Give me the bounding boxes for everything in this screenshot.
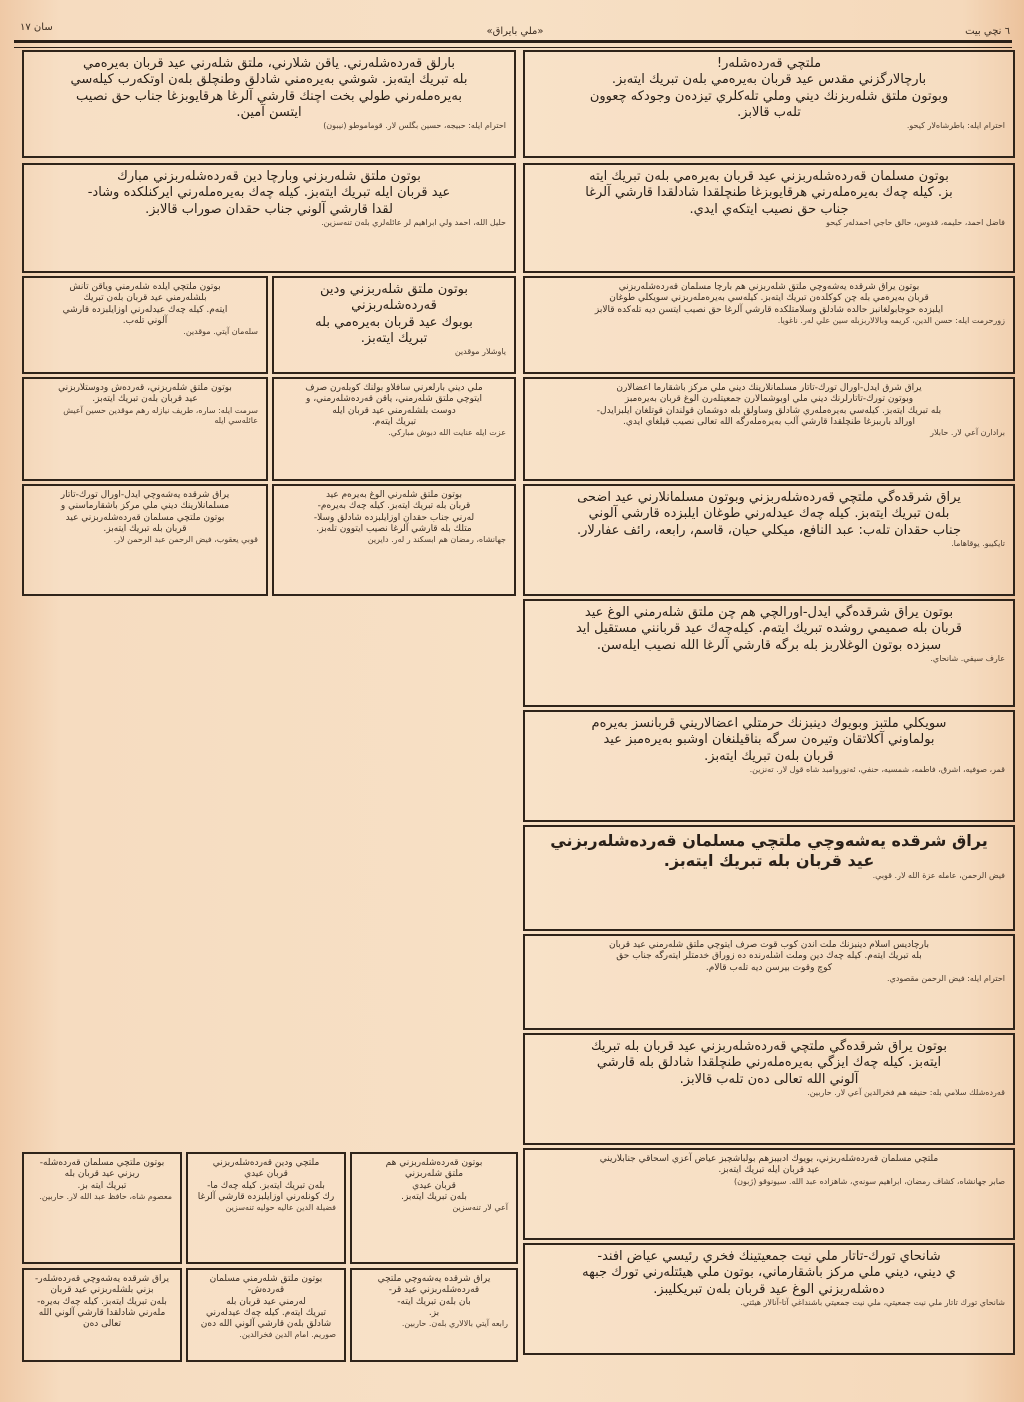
header-rule	[14, 40, 1012, 48]
page-number: سان ١٧	[20, 22, 53, 33]
advert-line: تبريك ايته‌م.	[371, 416, 417, 427]
advert-box	[22, 1268, 182, 1362]
advert-box	[22, 276, 268, 374]
advert-signature: عزت ايله عنايت الله دبوش مباركي.	[388, 428, 506, 437]
advert-signature: قه‌رده‌شلك سلامي بله: حنيفه هم فخرالدين آعي لار. حاربين.	[807, 1087, 1005, 1097]
advert-signature: ياوشلار موقدين	[454, 347, 506, 356]
advert-line: بز. كيله چه‌ك به‌يره‌مله‌رني هرقايوبزغا طنچلقدا شادلقدا قارشي آلرغا	[585, 185, 953, 201]
advert-line: اورالد بارببزغا طنچلقدا قارشي آلب به‌يره‌مله‌رگه الله تعالى نصيب قيلغاي ايدي.	[622, 416, 916, 427]
advert-line: بوتون يراق شرقده‌گي ملتچي قه‌رده‌شله‌ربزني عيد قربان بله تبريك	[590, 1039, 948, 1054]
advert-box	[350, 1152, 518, 1264]
page-header	[20, 22, 1010, 38]
advert-signature: احترام ايله: باطرشاه‌لار كيحو.	[906, 121, 1005, 130]
advert-line: تبريك ايته بز.	[77, 1180, 127, 1191]
advert-signature: جهانشاه، رمضان هم ابسكند ر له‌ر. دايرين	[367, 535, 506, 544]
advert-line: آلوني تله‌ب.	[122, 315, 168, 326]
advert-line: بوتون ملتچي ايلده شله‌رمني وياقن تانش	[69, 282, 221, 292]
advert-line: وبوتون ملتق شله‌ربزنك ديني وملي تله‌كلري تيزده‌ن وجودكه چعوون	[589, 88, 949, 104]
advert-line: قربان بله‌ن تبريك ايته‌بز.	[704, 748, 834, 764]
advert-line: ملي ديني بارلعرني سافلاو بولنك كوبله‌رن صرف	[305, 383, 483, 393]
advert-line: سبزده بوتون الوغلاربز بله برگه قارشي آلرغا الله نصيب ايله‌سن.	[596, 637, 942, 653]
advert-signature: حليل الله، احمد ولي ابراهيم لر عائله‌لري بله‌ن تنه‌سزين.	[321, 217, 506, 227]
advert-line: بوبوك عيد قربان به‌يره‌مي بله	[315, 314, 473, 330]
advert-line: بوتون ملتق شله‌ربزني ودين قه‌رده‌شله‌ربزني	[320, 282, 468, 314]
advert-line: يراق شرقده‌گي ملتچي قه‌رده‌شله‌ربزني وبوتون مسلمانلارني عيد اضحى	[577, 490, 961, 505]
advert-signature: فاضل احمد، حليمه، قدوس، حالق حاجي احمدله‌ر كيحو	[826, 217, 1005, 227]
advert-line: عيد قربان ايله تبريك ايته‌بز.	[718, 1165, 820, 1176]
advert-signature: شانحاي تورك تاتار ملي نيت جمعيتي، ملي نيت جمعيتي باشنداغي آتا-آنالار هيئتي.	[740, 1297, 1005, 1307]
advert-box	[523, 1148, 1015, 1240]
advert-line: بان بله‌ن تبريك ايته-	[397, 1296, 471, 1307]
advert-box	[523, 599, 1015, 707]
advert-box	[350, 1268, 518, 1362]
advert-line: يراق شرقده يه‌شه‌وچي ملتچي	[377, 1274, 491, 1284]
advert-line: ايتسن آمين.	[236, 104, 302, 120]
advert-line: بله تبريك ايته‌بز. شوشي به‌يره‌مني شادلق وطنچلق بله‌ن اوتكه‌رب كيله‌سي	[70, 72, 468, 88]
advert-line: رك كونله‌رني اوزايلبزده قارشي آلرغا	[197, 1191, 335, 1202]
advert-line: ايتوچي ملتق شله‌رمني، ياقن قه‌رده‌شله‌رمني، و	[306, 394, 482, 405]
advert-line: مسلمانلارينك ديني ملي مركز باشقارماسني و	[60, 501, 230, 512]
newspaper-title: «ملي بايراق»	[486, 26, 544, 37]
advert-line: له‌رني جناب حقدان اوزايلبزده شادلق وسلا-	[313, 512, 475, 523]
advert-line: بوتون ملتق شله‌رني الوغ به‌يره‌م عيد	[325, 490, 463, 500]
advert-line: عيد قربان بله‌ن تبريك ايته‌بز.	[92, 394, 198, 405]
advert-line: ايته‌بز. كيله چه‌ك ايزگي به‌يره‌مله‌رني طنچلقدا شادلق بله قارشي	[596, 1055, 942, 1071]
advert-line: ايته‌م. كيله چه‌ك عيدله‌رني اوزايلبزده قارشي	[62, 304, 228, 315]
advert-line: ايلبزده حوجابولغانبز حالده شادلق وسلامتلكده قارشي آلرغا حق نصيب ايتسن ديه تله‌كده قالابز	[594, 304, 944, 315]
advert-signature: فيض الرحمن، عامله عزة الله لار. قوبي.	[872, 871, 1005, 880]
page-label: ٦ نچي بيت	[965, 26, 1010, 37]
advert-signature: قوبي يعقوب، فيض الرحمن عبد الرحمن لار.	[113, 535, 258, 544]
advert-line: ملتق شله‌ربزني	[404, 1169, 464, 1180]
advert-box	[523, 710, 1015, 822]
advert-line: بوتون ملتق شله‌ربزني وبارچا دين قه‌رده‌شله‌ربزني مبارك	[117, 169, 421, 184]
advert-box	[523, 1243, 1015, 1355]
advert-box	[186, 1268, 346, 1362]
advert-box	[523, 163, 1015, 273]
advert-signature: آعي لار تنه‌سزين	[452, 1203, 508, 1212]
advert-box	[22, 163, 516, 273]
advert-line: بزني بلشله‌ربزني عيد قربان	[50, 1285, 154, 1296]
advert-signature: عارف سيفي. شانحاي.	[930, 653, 1005, 663]
advert-box	[523, 276, 1015, 374]
advert-signature: زورحرمت ايله: حسن الدين، كريمه وبالالاربزبله سين علي له‌ر. ناغويا.	[777, 315, 1005, 325]
advert-line: تله‌ب قالابز.	[737, 104, 801, 120]
advert-line: متلك بله قارشي آلرغا نصيب ايتوون تله‌بز.	[316, 523, 472, 534]
advert-box	[22, 50, 516, 158]
advert-line: بله‌ن تبريك ايته‌بز. كيله چه‌ك ما-	[207, 1180, 325, 1191]
advert-line: بارچالارگزني مقدس عيد قربان به‌يره‌مي بله‌ن تبريك ايته‌بز.	[611, 72, 927, 88]
advert-box	[272, 276, 516, 374]
advert-signature: تايكيبو. يوقاهاما.	[951, 538, 1005, 548]
advert-line: لقدا قارشي آلوني جناب حقدان صوراب قالابز.	[145, 201, 393, 217]
advert-line: ي ديني، ديني ملي مركز باشقارماني، بوتون ملي هيئتله‌رني تورك جبهه	[582, 1265, 956, 1281]
advert-line: ده‌شله‌ربزني الوغ عيد قربان بله‌ن تبريكليبز.	[653, 1281, 885, 1297]
advert-line: قربان بله صميمي روشده تبريك ايته‌م. كيله‌چه‌ك عيد قربانني مستقيل ايد	[575, 621, 963, 637]
advert-line: عيد قربان ايله تبريك ايته‌بز. كيله چه‌ك به‌يره‌مله‌رني ايركنلكده وشاد-	[87, 185, 451, 201]
advert-line: بله تبريك ايته‌بز. كيله‌سي به‌يره‌مله‌ري شادلق وساولق بله دوشمان قولندان قوتلغان ايلبزايدل-	[596, 405, 942, 416]
advert-line: عيد قربان بله تبريك ايته‌بز.	[663, 851, 875, 870]
advert-line: بوتون قه‌رده‌شله‌ربزني هم	[385, 1158, 483, 1168]
advert-line: بولماوني آكلاتقان وتيره‌ن سرگه بناقيلنغان اوشبو به‌يره‌مبز عيد	[603, 732, 935, 748]
advert-signature: رابعه آيتي بالالاري بله‌ن. حاربين.	[401, 1319, 508, 1328]
advert-line: بز.	[428, 1307, 440, 1318]
advert-signature: سله‌مان آيتي. موقدين.	[183, 327, 258, 336]
advert-box	[523, 484, 1015, 596]
advert-line: ملتچي مسلمان قه‌رده‌شله‌ربزني، بويوك ادبيبزهم بولباشچبز عياض آعزي اسحاقي جنابلاريني	[599, 1154, 939, 1164]
advert-signature: فضيلة الدين عاليه حوليه تنه‌سزين	[225, 1203, 336, 1212]
advert-line: قربان عيدي	[412, 1180, 456, 1191]
advert-line: بوتون ملتق شله‌ربزني، قه‌رده‌ش ودوستلاربزني	[58, 383, 232, 393]
advert-line: قربان بله تبريك ايته‌بز.	[103, 523, 187, 534]
advert-line: جناب حق نصيب ايتكه‌ي ايدي.	[689, 201, 849, 217]
advert-line: قربان بله تبريك ايته‌بز. كيله چه‌ك به‌يره‌م-	[317, 501, 471, 512]
advert-box	[523, 1033, 1015, 1145]
advert-line: دوست بلشله‌رمني عيد قربان ايله	[332, 405, 456, 416]
advert-box	[186, 1152, 346, 1264]
advert-signature: احترام ايله: فيض الرحمن مقصودي.	[887, 973, 1005, 983]
advert-line: بوتون ملتچي مسلمان قه‌رده‌شله‌ربزني عيد	[65, 512, 225, 523]
advert-line: له‌رمني عيد قربان بله	[226, 1296, 306, 1307]
advert-line: بله‌ن تبريك ايته‌بز. كيله چه‌ك به‌يره-	[37, 1296, 167, 1307]
advert-signature: صوريم. امام الدين فخرالدين.	[239, 1330, 336, 1340]
advert-box	[523, 50, 1015, 158]
advert-line: يراق شرقده يه‌شه‌وچي قه‌رده‌شله‌ر-	[34, 1274, 170, 1284]
advert-line: شانحاي تورك-تاتار ملي نيت جمعيتينك فخري رئيسي عياض افند-	[597, 1249, 941, 1264]
advert-line: سويكلي ملتبز وبويوك دينبزنك حرمتلي اعضالاريني قربانسز به‌يره‌م	[591, 716, 947, 731]
advert-line: وبوتون تورك-تاتارلرنك ديني ملي اوبوشمالارن جمعيتله‌رن الوغ قربان به‌يره‌مبز	[624, 394, 914, 405]
advert-line: يراق شرق ايدل-اورال تورك-تاتار مسلمانلارينك ديني ملي مركز باشقارما اعضالارن	[616, 383, 922, 393]
advert-line: قربان عيدي	[244, 1169, 288, 1180]
advert-box	[523, 377, 1015, 481]
advert-line: آلوني الله تعالى ده‌ن تله‌ب قالابز.	[679, 1071, 859, 1087]
advert-line: تبريك ايته‌م. كيله چه‌ك عيدله‌رني	[205, 1307, 327, 1318]
advert-line: كوچ وقوت بيرسن ديه تله‌ب قالام.	[705, 962, 833, 973]
advert-signature: صابر جهانشاه، كشاف رمضان، ابراهيم سونه‌ي، شاهزاده عبد الله. سيونوقو (ژبون)	[733, 1176, 1005, 1186]
advert-box	[272, 377, 516, 481]
advert-line: بوتون ملتق شله‌رمني مسلمان قه‌رده‌ش-	[209, 1274, 323, 1296]
advert-line: بارچاديس اسلام دينبزنك ملت اندن كوب قوت صرف ايتوچي ملتق شله‌رمني عيد قربان	[608, 940, 930, 950]
advert-line: قربان به‌يره‌مي بله چن كوكلده‌ن تبريك ايته‌بز. كيله‌سي به‌يره‌مله‌ربزني سويكلي طوغان	[609, 293, 929, 304]
advert-line: بوتون يراق شرقده يه‌شه‌وچي ملتق شله‌ربزني هم بارچا مسلمان قه‌رده‌شله‌ربزني	[618, 282, 920, 292]
advert-box	[272, 484, 516, 596]
advert-line: يراق شرقده يه‌شه‌وچي ايدل-اورال تورك-تاتار	[60, 490, 230, 500]
advert-line: ملتچي قه‌رده‌شله‌ر!	[716, 56, 822, 71]
advert-line: ربزني عيد قربان بله	[64, 1169, 140, 1180]
advert-line: بوتون مسلمان قه‌رده‌شله‌ربزني عيد قربان به‌يره‌مي بله‌ن تبريك ايته	[589, 169, 949, 184]
advert-line: بله‌ن تبريك ايته‌بز. كيله چه‌ك عيدله‌رني طوغان ايلبزده قارشي آلوني	[588, 506, 950, 522]
advert-box	[523, 934, 1015, 1030]
advert-line: بله‌ن تبريك ايته‌بز.	[401, 1191, 467, 1202]
advert-line: بوتون يراق شرقده‌گي ايدل-اورالچي هم چن ملتق شله‌رمني الوغ عيد	[584, 605, 954, 620]
advert-line: بوتون ملتچي مسلمان قه‌رده‌شله-	[39, 1158, 165, 1168]
advert-line: بارلق قه‌رده‌شله‌رني. ياقن شلارني، ملتق شله‌رني عيد قربان به‌يره‌مي	[82, 56, 455, 71]
advert-signature: سرمت ايله: ساره، طريف نيازله رهم موقدين حسين آعيش عائله‌سي ايله	[63, 405, 258, 425]
advert-signature: احترام ايله: حبيجه، حسين بگلس لار. قوماموطو (نيبون)	[323, 121, 506, 130]
advert-line: جناب حقدان تله‌ب: عبد النافع، ميكلي حيان، قاسم، رابعه، رائف عفارلار.	[577, 522, 961, 538]
advert-line: يراق شرقده يه‌شه‌وچي ملتچي مسلمان قه‌رده‌شله‌ربزني	[550, 831, 988, 850]
advert-line: ملتچي ودين قه‌رده‌شله‌ربزني	[212, 1158, 320, 1168]
advert-line: به‌يره‌مله‌رني طولي بخت اچنك قارشي آلرغا هرقايوبزغا جناب حق نصيب	[76, 88, 462, 104]
advert-signature: برادارن آعي لار. حابلار	[930, 428, 1005, 437]
advert-box	[22, 484, 268, 596]
advert-line: تبريك ايته‌بز.	[360, 330, 428, 346]
advert-line: بله تبريك ايته‌م. كيله چه‌ك دين وملت اشله‌رنده ده زوراق خدمتلر ايته‌رگه جناب حق	[616, 951, 922, 962]
advert-line: مله‌رني شادلقدا قارشي آلوني الله تعالى ده‌ن	[38, 1307, 166, 1329]
advert-signature: معصوم شاه، حافظ عبد الله لار. حاربين.	[39, 1191, 172, 1201]
advert-signature: قمر، صوفيه، اشرق، فاطمه، شمسيه، حنفي، ئه‌نوروامبد شاه قول لار. ته‌نزين.	[749, 764, 1005, 774]
advert-line: بلشله‌رمني عيد قربان بله‌ن تبريك	[83, 293, 207, 304]
advert-box	[22, 1152, 182, 1264]
advert-box	[22, 377, 268, 481]
advert-line: شادلق بله‌ن قارشي آلوني الله ده‌ن	[200, 1319, 332, 1329]
advert-line: قه‌رده‌شله‌ربزني عيد قر-	[388, 1285, 480, 1296]
advert-box	[523, 825, 1015, 931]
